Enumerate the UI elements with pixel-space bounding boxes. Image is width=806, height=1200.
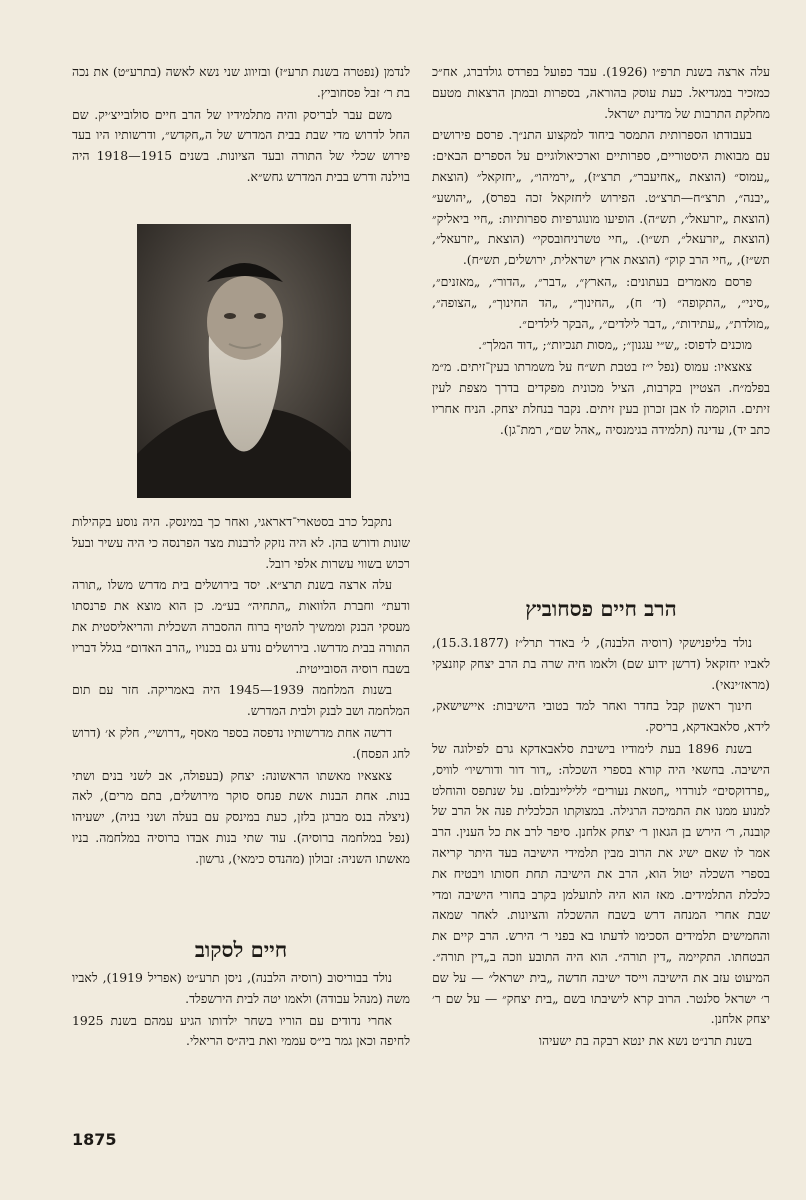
right-column-bottom [432,633,770,1053]
paragraph: בשנת 1896 בעת לימודיו בישיבת סלאבאדקא גרם לפילוגה של הישיבה. בחשאי היה קורא בספרי השכלה: „דור דור ודורשיו״ לוויס, „פרדוקסים״ לנורדוי „חטאת נעורים״ לליליינבלום. על שנתפס והוחלט למנוע ממנו את התמיכה הרגילה. במצוקתו הכלכלית פנה אל הרב של קובנה, ר׳ הירש בן הגאון ר׳ יצחק אלחנן. סיפר לרב את כל הענין. הרב אמר לו שאם ישיג את הרוב מבין תלמידי הישיבה בעד היתר קריאה בספרי השכלה יטול הוא, הרב את הישיבה תחת חסותו ויבטיח את כלכלת התלמידים. מאז הוא היה לתועלמן בקרב בחורי הישיבה ומדי שבת אחרי המנחה דרש בשבח ההשכלה והציונות. לאחר שמאה והחמישים תלמידים הסכימו לדעתו בא בפני ר׳ הירש. הרב קיים את הבטחתו. התקיימה „דין תורה״. הוא היה התובע וזכה ב„דין תורה״. המיעוט עזב את הישיבה וייסד ישיבה חדשה „בית ישראל״ — על שם ר׳ ישראל סלנטר. הרוב קרא לישיבתו בשם „בית יצחק״ — על שם ר׳ יצחק אלחנן. [432,740,770,1027]
biography-heading-pesachovitz [432,594,770,624]
paragraph: עלה ארצה בשנת תרצ״א. יסד בירושלים בית מדרש משלו „תורה ודעת״ וחברת הלוואות „התחיה״ בע״מ. כן הוא מוצא את פרנסתו מעסקי הבנק וממשיך להטיף ברוח ההסברה השכלית והריאליסטית את התורה בבית מדרשו. בירושלים נודע גם בכנויו „הרב האדום״ בגלל דבריו בשבח רוסיה הסובייטית. [72,577,410,676]
paragraph: חינוך ראשון קבל בחדר ואחר למד בטובי הישיבות: איישישאק, לידא, סלאבאדקא, בריסק. [432,698,770,735]
paragraph: דרשה אחת מדרשותיו נדפסה בספר מאסף „דרושי״, חלק א׳ (דרוש לחג הפסח). [72,724,410,761]
paragraph: נולד בליפנישקי (רוסיה הלבנה), ל׳ באדר תרל״ז (15.3.1877), לאביו יחזקאל (דרשן ידוע שם) ולאמו חיה שרה בת הרב יצחק קוזנצקי (מראז׳ינאי). [432,635,770,692]
left-column-top [72,62,410,189]
portrait-photo [137,224,351,498]
paragraph: בעבודתו הספרותית התמסר ביחוד למקצוע התנ״ך. פרסם פירושים עם מבואות היסטוריים, ספרותיים וארכיאולוגיים על הספרים הבאים: „עמוס״ (הוצאת „אחיעבר״, תרצ״ז), „ירמיהו״, „יחזקאל״ (הוצאת „יבנה״, תרצ״ח—תרצ״ט. הפירוש ליחזקאל זכה בפרס), „יהושע״ (הוצאת „יזרעאל״, תש״ה). הופיעו מונוגרפיות ספרותיות: „חיי ביאליק״ (הוצאת „יזרעאל״, תש״ו). „חיי טשרניחובסקי״ (הוצאת „יזרעאל״, תש״ז), „חיי הרב קוק״ (הוצאת ארץ ישראלית, ירושלים, תש״ח). [432,127,770,268]
heading-text: חיים לסקוב [194,937,288,962]
heading-text: הרב חיים פסחוביץ [525,596,677,621]
paragraph: בשנת תרנ״ט נשא את ינטא רבקה בת ישעיהו [538,1033,752,1049]
paragraph: עלה ארצה בשנת תרפ״ו (1926). עבד כפועל בפרדס גולדברג, אח״כ כמזכיר במגדיאל. כעת עוסק בהוראה, בספרות ובמתן הרצאות מטעם מחלקת התרבות של מדינת ישראל. [432,64,770,121]
portrait-illustration [137,224,351,498]
paragraph: לנדמן (נפטרה בשנת תרע״ז) ובזיווג שני נשא לאשה (בתרע״ט) את נכה בת ר׳ זבל פסחוביץ. [72,64,410,100]
paragraph: נתקבל כרב בסטארי־דאראגי, ואחר כך במינסק. היה נוסע בקהילות שונות ודורש בהן. לא היה נזקק לרבנות מצד הפרנסה כי היה עשיר ובעל רכוש בשווי עשרות אלפי רובל. [72,514,410,571]
paragraph: בשנות המלחמה 1939—1945 היה באמריקה. חזר עם תום המלחמה ושב לבנק ולבית המדרש. [72,682,410,719]
paragraph: פרסם מאמרים בעתונים: „הארץ״, „דבר״, „הדור״, „מאזנים״, „סיני״, „התקופה״ (ד׳ ח), „החינוך״, „הד החינוך״, „הצופה״, „מולדת״, „עתידות״, „דבר לילדים״, „הבקר לילדים״. [432,273,770,331]
paragraph: משם עבר לבריסק והיה מתלמידיו של הרב חיים סולובייצ׳יק. שם החל לדרוש מדי שבת בבית המדרש של ה„חקדש״, ודרשותיו היו בעד פירוש שכלי של התורה ובעד הציונות. בשנים 1915—1918 היה בוילנה ודרש בבית המדרש גחש״א. [72,106,410,184]
right-column-top [432,62,770,441]
paragraph: נולד בבוריסוב (רוסיה הלבנה), ניסן תרע״ט (אפריל 1919), לאביו משה (מנהל עבודה) ולאמו יטה לבית הירשפלד. [72,970,410,1006]
biography-heading-laskov [72,935,410,965]
paragraph: אחרי נדודים עם הוריו בשחר ילדותו הגיע עמהם בשנת 1925 לחיפה וכאן גמר בי״ס עממי ואת ביה״ס הריאלי. [72,1012,410,1049]
paragraph: צאצאיו: עמוס (נפל י״ז בטבת תש״ח על משמרתו בעין־זיתים. מ״מ בפלמ״ח. הצטיין בקרבות, הציל מכונית מפקדים בדרך מצפת לעין זיתים. הוקמה לו אבן זכרון בעין זיתים. נקבר בנחלת יצחק. הניח אחריו כתב יד), עדינה (תלמידה בגימנסיה „אהל שם״, רמת־גן). [432,359,770,437]
page-number: 1875 [72,1130,117,1149]
paragraph: מוכנים לדפוס: „ש״י עגנון״; „מסות תנכיות״; „דוד המלך״. [478,337,752,353]
left-column-bottom [72,512,410,871]
left-column-bottom-laskov [72,968,410,1053]
paragraph: צאצאיו מאשתו הראשונה: יצחק (בעפולה, אב לשני בנים ושתי בנות. אחת הבנות אשת פנחס סוקר מירושלים, בתם מרים), לאה (ניצלה בנס מברגן בלזן, כעת במינסק עם בעלה ושני בניה), ישעיהו (נפל במלחמה ברוסיה). עוד שתי בנות אבדו ברוסיה במלחמה. בניו מאשתו השניה: זבולון (מהנדס כימאי), גרשון. [72,767,410,866]
